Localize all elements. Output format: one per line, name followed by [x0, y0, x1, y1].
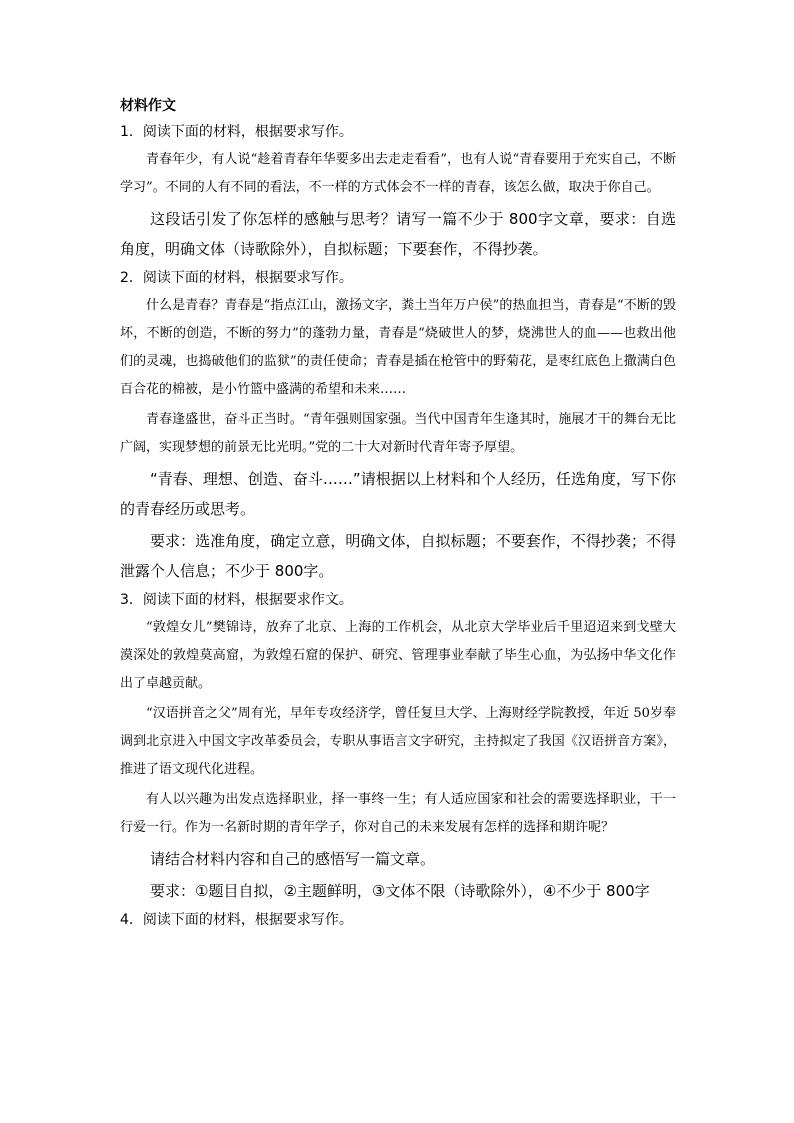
question-2-requirement: 要求：选准角度，确定立意，明确文体，自拟标题；不要套作，不得抄袭；不得泄露个人信息；不少于 800字。 [120, 532, 676, 580]
question-2-prompt: “青春、理想、创造、奋斗……”请根据以上材料和个人经历，任选角度，写下你的青春经历或思考。 [120, 470, 676, 518]
question-3 [120, 590, 676, 906]
question-1-title: 1．阅读下面的材料，根据要求写作。 [120, 124, 353, 140]
question-4-title: 4．阅读下面的材料，根据要求写作。 [120, 912, 353, 928]
question-4 [120, 910, 676, 930]
question-1-requirement: 这段话引发了你怎样的感触与思考？请写一篇不少于 800字文章，要求：自选角度，明确文体（诗歌除外），自拟标题；下要套作，不得抄袭。 [120, 210, 676, 258]
section-title: 材料作文 [120, 98, 176, 114]
question-3-material-1: “敦煌女儿”樊锦诗，放弃了北京、上海的工作机会，从北京大学毕业后千里迢迢来到戈壁大漠深处的敦煌莫高窟，为敦煌石窟的保护、研究、管理事业奉献了毕生心血，为弘扬中华文化作出了卓越贡献。 [120, 620, 676, 691]
question-2-material-1: 什么是青春？青春是“指点江山，激扬文字，粪土当年万户侯”的热血担当，青春是“不断的毁坏，不断的创造，不断的努力”的蓬勃力量，青春是“烧破世人的梦，烧沸世人的血——也救出他们的灵魂，也捣破他们的监狱”的责任使命；青春是插在枪管中的野菊花，是枣红底色上撒满白色百合花的棉被，是小竹篮中盛满的希望和未来…… [120, 298, 676, 397]
question-2-title: 2．阅读下面的材料，根据要求写作。 [120, 270, 353, 286]
question-2-material-2: 青春逢盛世，奋斗正当时。“青年强则国家强。当代中国青年生逢其时，施展才干的舞台无比广阔，实现梦想的前景无比光明。”党的二十大对新时代青年寄予厚望。 [120, 412, 676, 455]
question-1-material: 青春年少，有人说“趁着青春年华要多出去走走看看”，也有人说“青春要用于充实自己，不断学习”。不同的人有不同的看法，不一样的方式体会不一样的青春，该怎么做，取决于你自己。 [120, 152, 676, 195]
question-3-title: 3．阅读下面的材料，根据要求作文。 [120, 592, 353, 608]
question-3-material-3: 有人以兴趣为出发点选择职业，择一事终一生；有人适应国家和社会的需要选择职业，干一行爱一行。作为一名新时期的青年学子，你对自己的未来发展有怎样的选择和期许呢？ [120, 792, 676, 835]
question-3-requirement: 要求：①题目自拟，②主题鲜明，③文体不限（诗歌除外），④不少于 800字 [150, 882, 650, 900]
question-3-material-2: “汉语拼音之父”周有光，早年专攻经济学，曾任复旦大学、上海财经学院教授，年近 50岁奉调到北京进入中国文字改革委员会，专职从事语言文字研究，主持拟定了我国《汉语拼音方案》，推进了语文现代化进程。 [120, 706, 676, 777]
question-2 [120, 268, 676, 586]
document-page [120, 96, 676, 934]
question-1 [120, 122, 676, 264]
question-3-prompt: 请结合材料内容和自己的感悟写一篇文章。 [150, 850, 436, 868]
